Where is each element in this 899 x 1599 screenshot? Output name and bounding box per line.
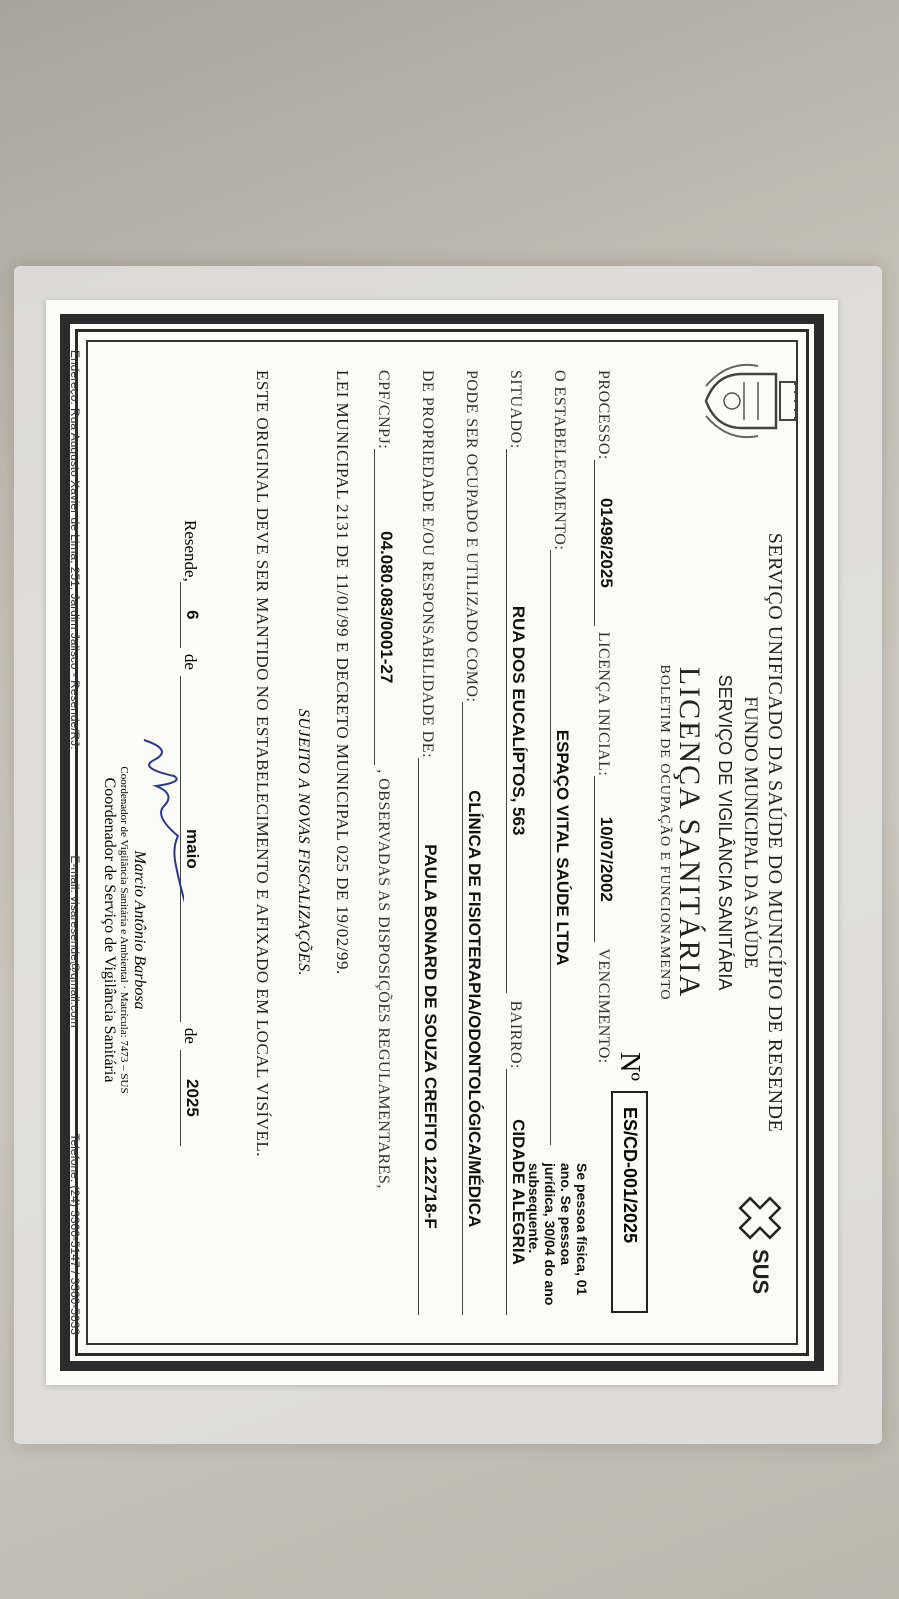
sus-logo: [730, 1193, 790, 1313]
header-line-2: FUNDO MUNICIPAL DA SAÚDE: [740, 696, 761, 969]
row-propriedade: [418, 370, 448, 1315]
date-de-1: de: [181, 653, 200, 670]
ocupado-value: CLÍNICA DE FISIOTERAPIA/ODONTOLÓGICA/MÉDICA: [462, 702, 484, 1315]
legal-sujeito: SUJEITO A NOVAS FISCALIZAÇÕES.: [295, 708, 312, 977]
processo-label: PROCESSO:: [595, 370, 612, 460]
bairro-value: CIDADE ALEGRIA: [506, 1069, 528, 1315]
signature-details: Coordenador de Vigilância Sanitária e Ambiental · Matrícula: 7473 – SUS: [118, 766, 130, 1094]
signature-name: Marcio Antônio Barbosa: [131, 850, 148, 1010]
footer-address-text: Endereço: Rua Augusto Xavier de Lima, 251, Jardim Jalisco - Resende/RJ.: [68, 350, 82, 750]
document-title: LICENÇA SANITÁRIA: [673, 666, 706, 999]
sus-text: SUS: [748, 1249, 773, 1295]
date-city: Resende,: [181, 520, 200, 582]
row-cpf: [374, 370, 404, 1315]
estabelecimento-value: ESPAÇO VITAL SAÚDE LTDA: [550, 550, 572, 1145]
bairro-label: BAIRRO:: [507, 1000, 524, 1069]
propriedade-value: PAULA BONARD DE SOUZA CREFITO 122718-F: [418, 758, 440, 1315]
header-line-1: SERVIÇO UNIFICADO DA SAÚDE DO MUNICÍPIO DE RESENDE: [764, 532, 786, 1133]
document-subtitle: BOLETIM DE OCUPAÇÃO E FUNCIONAMENTO: [657, 664, 672, 1001]
row-ocupado: [462, 370, 492, 1315]
row-situado: [506, 370, 536, 1315]
signature-block: [100, 720, 148, 1140]
processo-value: 01498/2025: [594, 460, 616, 626]
cpf-label: CPF/CNPJ:: [375, 370, 392, 450]
legal-original: ESTE ORIGINAL DEVE SER MANTIDO NO ESTABELECIMENTO E AFIXADO EM LOCAL VISÍVEL.: [253, 370, 272, 1157]
date-month: maio: [180, 676, 202, 1022]
date-year: 2025: [180, 1050, 202, 1146]
propriedade-label: DE PROPRIEDADE E/OU RESPONSABILIDADE DE:: [419, 370, 436, 759]
row-processo: [594, 370, 624, 1145]
date-day: 6: [180, 582, 202, 648]
city-crest-icon: [698, 360, 798, 442]
footer-phone: Telefone: (24) 3360-5147 / 3360-5033: [68, 1133, 82, 1335]
legal-lei: LEI MUNICIPAL 2131 DE 11/01/99 E DECRETO MUNICIPAL 025 DE 19/02/99.: [333, 370, 352, 975]
vencimento-label: VENCIMENTO:: [595, 948, 612, 1064]
cpf-suffix: , OBSERVADAS AS DISPOSIÇÕES REGULAMENTARES,: [375, 769, 392, 1189]
signature-role: Coordenador de Serviço de Vigilância Sanitária: [101, 777, 118, 1083]
number-value: ES/CD-001/2025: [611, 1091, 648, 1313]
document-content: [46, 300, 838, 1385]
cpf-value: 04.080.083/0001-27: [374, 449, 396, 765]
vencimento-note: Se pessoa física, 01 ano. Se pessoa jurídica, 30/04 do ano subsequente.: [526, 1163, 590, 1306]
licenca-label: LICENÇA INICIAL:: [595, 631, 612, 777]
sus-cross-icon: [735, 1193, 785, 1243]
situado-label: SITUADO:: [507, 370, 524, 449]
licenca-value: 10/07/2002: [594, 776, 616, 942]
license-document: [46, 300, 838, 1385]
row-estabelecimento: [550, 370, 580, 1145]
document-header: [656, 480, 786, 1185]
footer-email: E-mail: visaresende@gmail.com: [68, 855, 82, 1028]
situado-value: RUA DOS EUCALÍPTOS, 563: [506, 449, 528, 993]
estabelecimento-label: O ESTABELECIMENTO:: [551, 370, 568, 551]
footer-address: [68, 350, 82, 1335]
ocupado-label: PODE SER OCUPADO E UTILIZADO COMO:: [463, 370, 480, 703]
header-line-3: SERVIÇO DE VIGILÂNCIA SANITÁRIA: [715, 674, 735, 991]
number-label: Nº: [614, 1052, 646, 1081]
date-de-2: de: [181, 1027, 200, 1044]
